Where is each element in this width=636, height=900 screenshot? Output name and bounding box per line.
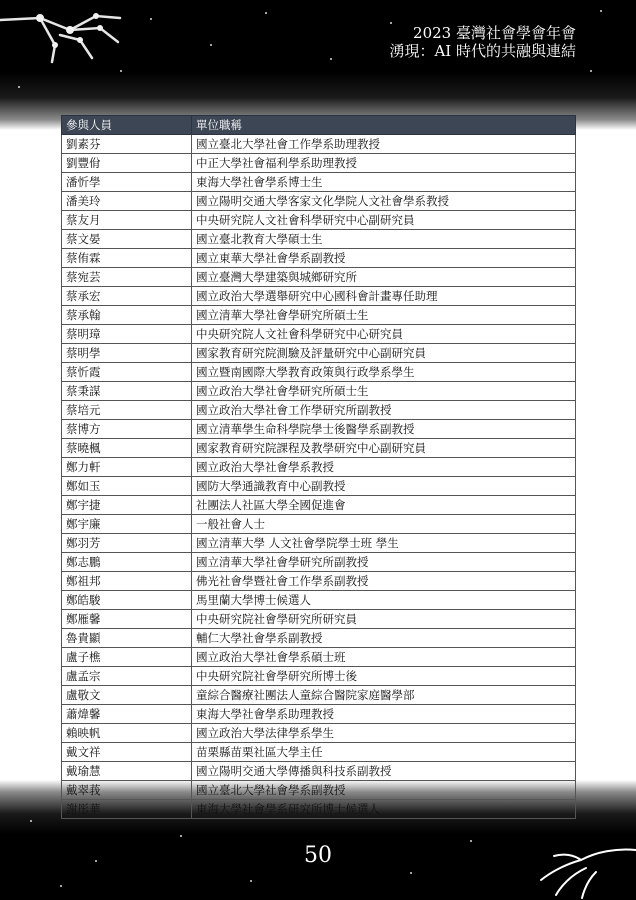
- participant-name-cell: 蕭煒馨: [62, 705, 192, 724]
- table-row: [62, 800, 576, 819]
- affiliation-cell: 國立清華大學社會學研究所碩士生: [192, 306, 576, 325]
- participant-name-cell: 鄭宇廉: [62, 515, 192, 534]
- table-row: [62, 686, 576, 705]
- participant-name-cell: 蔡忻霞: [62, 363, 192, 382]
- affiliation-cell: 國立陽明交通大學傳播與科技系副教授: [192, 762, 576, 781]
- affiliation-cell: 國立政治大學社會學研究所碩士生: [192, 382, 576, 401]
- participant-name-cell: 鄭志鵬: [62, 553, 192, 572]
- affiliation-cell: 國立陽明交通大學客家文化學院人文社會學系教授: [192, 192, 576, 211]
- affiliation-cell: 國立臺北教育大學碩士生: [192, 230, 576, 249]
- participant-name-cell: 蔡侑霖: [62, 249, 192, 268]
- participant-name-cell: 戴文祥: [62, 743, 192, 762]
- column-header-affiliation: 單位職稱: [192, 116, 576, 135]
- affiliation-cell: 東海大學社會學系博士生: [192, 173, 576, 192]
- table-row: [62, 629, 576, 648]
- table-row: [62, 268, 576, 287]
- table-row: [62, 724, 576, 743]
- table-row: [62, 325, 576, 344]
- table-row: [62, 230, 576, 249]
- table-row: [62, 572, 576, 591]
- participant-name-cell: 潘美玲: [62, 192, 192, 211]
- table-row: [62, 477, 576, 496]
- conference-theme: 湧現：AI 時代的共融與連結: [389, 42, 576, 60]
- participant-name-cell: 蔡文晏: [62, 230, 192, 249]
- table-row: [62, 534, 576, 553]
- affiliation-cell: 國立東華大學社會學系副教授: [192, 249, 576, 268]
- conference-title: 2023 臺灣社會學會年會: [413, 24, 576, 42]
- table-row: [62, 192, 576, 211]
- affiliation-cell: 國立政治大學選舉研究中心國科會計畫專任助理: [192, 287, 576, 306]
- participant-name-cell: 戴翠莪: [62, 781, 192, 800]
- participant-name-cell: 盧子樵: [62, 648, 192, 667]
- affiliation-cell: 國立政治大學社會工作學研究所副教授: [192, 401, 576, 420]
- participant-name-cell: 潘忻學: [62, 173, 192, 192]
- table-row: [62, 458, 576, 477]
- affiliation-cell: 國防大學通識教育中心副教授: [192, 477, 576, 496]
- affiliation-cell: 中央研究院人文社會科學研究中心研究員: [192, 325, 576, 344]
- table-row: [62, 382, 576, 401]
- affiliation-cell: 國立政治大學社會學系教授: [192, 458, 576, 477]
- affiliation-cell: 東海大學社會學系研究所博士候選人: [192, 800, 576, 819]
- participant-name-cell: 劉素芬: [62, 135, 192, 154]
- participant-name-cell: 鄭雁馨: [62, 610, 192, 629]
- participant-name-cell: 賴映帆: [62, 724, 192, 743]
- affiliation-cell: 國家教育研究院測驗及評量研究中心副研究員: [192, 344, 576, 363]
- table-row: [62, 154, 576, 173]
- participant-name-cell: 蔡宛芸: [62, 268, 192, 287]
- page-number: 50: [304, 843, 332, 868]
- affiliation-cell: 國立政治大學法律學系學生: [192, 724, 576, 743]
- affiliation-cell: 國立臺北大學社會學系副教授: [192, 781, 576, 800]
- table-row: [62, 610, 576, 629]
- affiliation-cell: 國立臺灣大學建築與城鄉研究所: [192, 268, 576, 287]
- table-row: [62, 211, 576, 230]
- participant-name-cell: 鄭宇捷: [62, 496, 192, 515]
- participant-name-cell: 鄭力軒: [62, 458, 192, 477]
- affiliation-cell: 國家教育研究院課程及教學研究中心副研究員: [192, 439, 576, 458]
- table-row: [62, 762, 576, 781]
- column-header-participant: 參與人員: [62, 116, 192, 135]
- table-row: [62, 135, 576, 154]
- table-row: [62, 344, 576, 363]
- table-row: [62, 591, 576, 610]
- participant-name-cell: 蔡秉謀: [62, 382, 192, 401]
- affiliation-cell: 國立清華學生命科學院學士後醫學系副教授: [192, 420, 576, 439]
- participant-name-cell: 魯貴顯: [62, 629, 192, 648]
- table-row: [62, 173, 576, 192]
- affiliation-cell: 童綜合醫療社團法人童綜合醫院家庭醫學部: [192, 686, 576, 705]
- participant-name-cell: 蔡承翰: [62, 306, 192, 325]
- affiliation-cell: 馬里蘭大學博士候選人: [192, 591, 576, 610]
- participant-name-cell: 謝彤華: [62, 800, 192, 819]
- affiliation-cell: 中央研究院社會學研究所博士後: [192, 667, 576, 686]
- participant-name-cell: 蔡承宏: [62, 287, 192, 306]
- table-row: [62, 667, 576, 686]
- table-header-row: [62, 116, 576, 135]
- affiliation-cell: 國立政治大學社會學系碩士班: [192, 648, 576, 667]
- participants-table: [61, 115, 576, 819]
- participant-name-cell: 盧敬文: [62, 686, 192, 705]
- participant-name-cell: 蔡明學: [62, 344, 192, 363]
- participant-name-cell: 盧孟宗: [62, 667, 192, 686]
- table-row: [62, 401, 576, 420]
- participant-name-cell: 劉豐佾: [62, 154, 192, 173]
- participant-name-cell: 蔡博方: [62, 420, 192, 439]
- participant-name-cell: 蔡友月: [62, 211, 192, 230]
- affiliation-cell: 國立清華大學 人文社會學院學士班 學生: [192, 534, 576, 553]
- affiliation-cell: 中央研究院人文社會科學研究中心副研究員: [192, 211, 576, 230]
- affiliation-cell: 國立清華大學社會學研究所副教授: [192, 553, 576, 572]
- affiliation-cell: 中央研究院社會學研究所研究員: [192, 610, 576, 629]
- participant-name-cell: 鄭如玉: [62, 477, 192, 496]
- robot-hand-icon: [0, 0, 150, 80]
- table-row: [62, 306, 576, 325]
- table-row: [62, 496, 576, 515]
- affiliation-cell: 苗栗縣苗栗社區大學主任: [192, 743, 576, 762]
- affiliation-cell: 國立臺北大學社會工作學系助理教授: [192, 135, 576, 154]
- table-row: [62, 249, 576, 268]
- affiliation-cell: 東海大學社會學系助理教授: [192, 705, 576, 724]
- table-row: [62, 648, 576, 667]
- participants-table-container: [61, 115, 576, 819]
- affiliation-cell: 社團法人社區大學全國促進會: [192, 496, 576, 515]
- participant-name-cell: 蔡培元: [62, 401, 192, 420]
- conference-header: [389, 24, 576, 60]
- table-row: [62, 515, 576, 534]
- table-row: [62, 363, 576, 382]
- affiliation-cell: 中正大學社會福利學系助理教授: [192, 154, 576, 173]
- table-row: [62, 705, 576, 724]
- participant-name-cell: 鄭祖邦: [62, 572, 192, 591]
- participant-name-cell: 鄭羽芳: [62, 534, 192, 553]
- table-row: [62, 553, 576, 572]
- participant-name-cell: 蔡明璋: [62, 325, 192, 344]
- table-row: [62, 781, 576, 800]
- table-row: [62, 420, 576, 439]
- table-row: [62, 287, 576, 306]
- table-row: [62, 743, 576, 762]
- affiliation-cell: 一般社會人士: [192, 515, 576, 534]
- participant-name-cell: 戴瑜慧: [62, 762, 192, 781]
- affiliation-cell: 輔仁大學社會學系副教授: [192, 629, 576, 648]
- table-row: [62, 439, 576, 458]
- affiliation-cell: 佛光社會學暨社會工作學系副教授: [192, 572, 576, 591]
- affiliation-cell: 國立暨南國際大學教育政策與行政學系學生: [192, 363, 576, 382]
- participant-name-cell: 蔡曉楓: [62, 439, 192, 458]
- participant-name-cell: 鄭皓駿: [62, 591, 192, 610]
